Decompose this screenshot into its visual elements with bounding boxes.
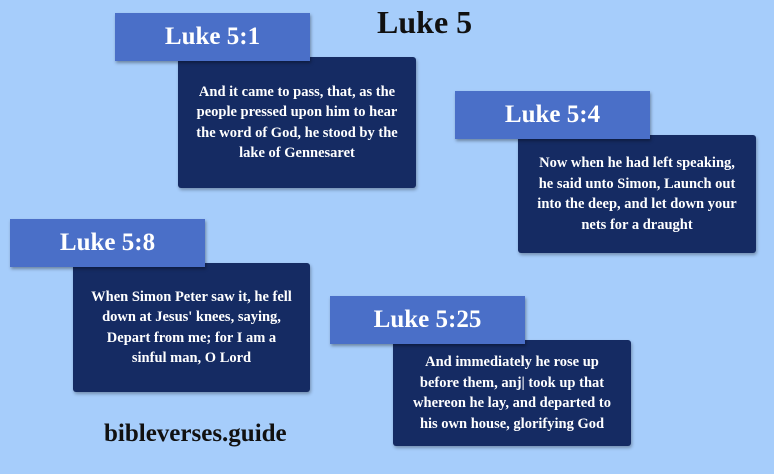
verse-reference-luke-5-1: Luke 5:1 (115, 13, 310, 61)
verse-text-luke-5-8: When Simon Peter saw it, he fell down at Jesus' knees, saying, Depart from me; for I am a sinful man, O Lord (73, 263, 310, 392)
verse-reference-luke-5-25: Luke 5:25 (330, 296, 525, 344)
page-title: Luke 5 (377, 4, 473, 40)
verse-text-luke-5-1: And it came to pass, that, as the people pressed upon him to hear the word of God, he stood by the lake of Gennesaret (178, 57, 416, 188)
verse-reference-luke-5-8: Luke 5:8 (10, 219, 205, 267)
verse-reference-luke-5-4: Luke 5:4 (455, 91, 650, 139)
site-watermark: bibleverses.guide (104, 420, 287, 447)
verse-text-luke-5-25: And immediately he rose up before them, anj| took up that whereon he lay, and departed to his own house, glorifying God (393, 340, 631, 446)
verse-text-luke-5-4: Now when he had left speaking, he said unto Simon, Launch out into the deep, and let down your nets for a draught (518, 135, 756, 253)
